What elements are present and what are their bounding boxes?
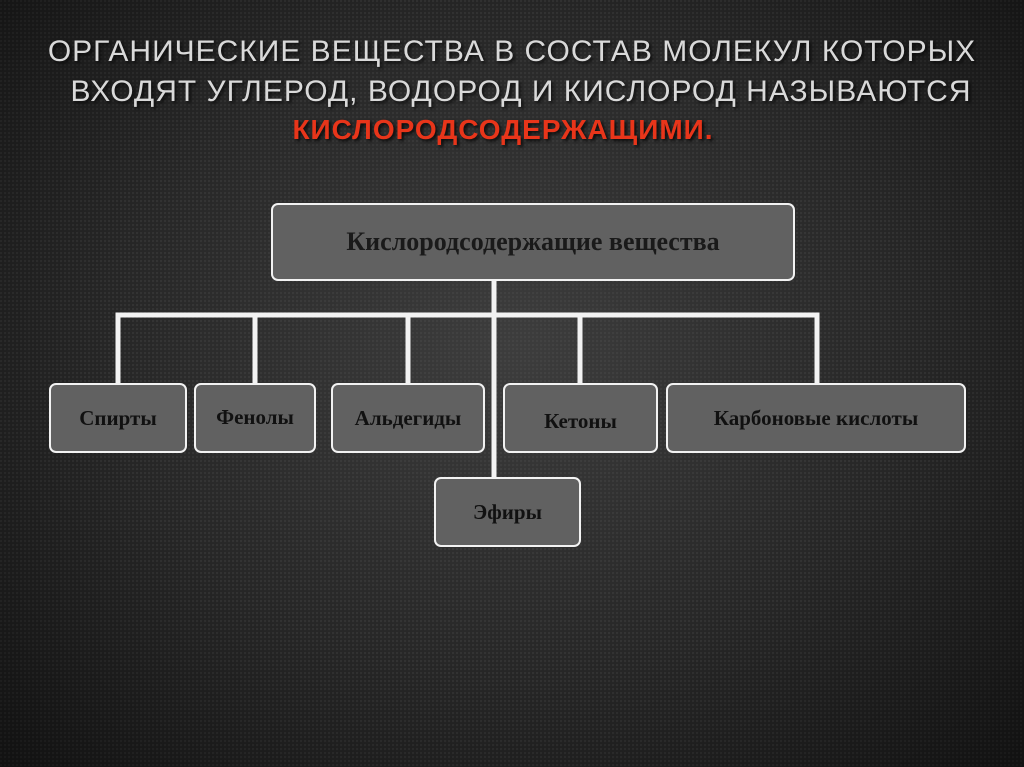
node-phenols: Фенолы [194,383,316,453]
title-line-2: ВХОДЯТ УГЛЕРОД, ВОДОРОД И КИСЛОРОД НАЗЫВАЮТСЯ [70,75,972,108]
node-aldehydes: Альдегиды [331,383,485,453]
node-alcohols: Спирты [49,383,187,453]
node-carboxylic-acids: Карбоновые кислоты [666,383,966,453]
node-ethers: Эфиры [434,477,581,547]
title-emphasis: КИСЛОРОДСОДЕРЖАЩИМИ. [292,114,714,145]
node-ketones: Кетоны [503,383,658,453]
title-line-1: ОРГАНИЧЕСКИЕ ВЕЩЕСТВА В СОСТАВ МОЛЕКУЛ КОТОРЫХ [47,35,977,68]
root-node: Кислородсодержащие вещества [271,203,795,281]
